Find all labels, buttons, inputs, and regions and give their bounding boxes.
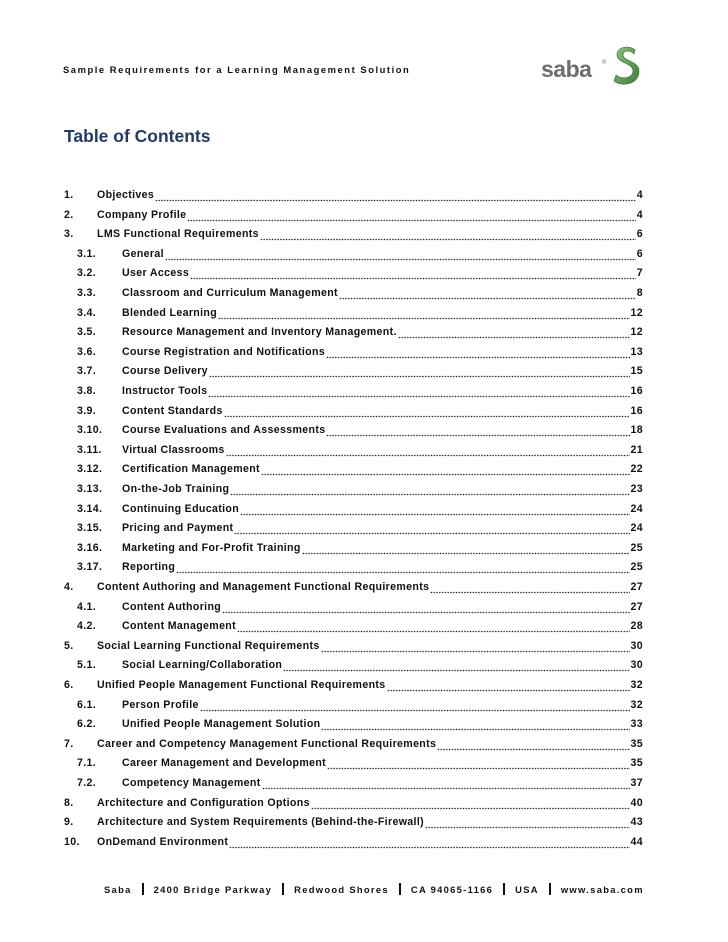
toc-entry[interactable] — [77, 421, 643, 437]
toc-entry-label: Resource Management and Inventory Management. — [122, 326, 397, 339]
toc-entry-page: 27 — [630, 600, 643, 613]
toc-leader-dots — [222, 601, 629, 614]
toc-entry[interactable] — [77, 323, 643, 339]
toc-entry-number: 3.10. — [77, 424, 103, 437]
registered-mark: ® — [602, 60, 607, 66]
footer-item: USA — [515, 883, 539, 895]
toc-entry-number: 3.3. — [77, 287, 97, 299]
toc-leader-dots — [224, 405, 630, 418]
toc-entry[interactable] — [77, 284, 643, 300]
toc-entry-label: Competency Management — [122, 777, 261, 789]
toc-entry[interactable] — [64, 794, 643, 810]
toc-entry-label: Course Delivery — [122, 365, 208, 378]
toc-entry-label: Content Authoring and Management Functional Requirements — [97, 581, 430, 593]
toc-entry-label: Architecture and Configuration Options — [97, 796, 310, 809]
toc-entry[interactable] — [77, 245, 643, 261]
toc-entry-number: 9. — [64, 816, 74, 829]
toc-leader-dots — [387, 679, 630, 692]
toc-leader-dots — [321, 640, 630, 653]
toc-entry-page: 22 — [630, 463, 643, 476]
toc-entry-page: 12 — [630, 306, 643, 319]
toc-entry-page: 8 — [636, 287, 643, 299]
toc-entry-page: 6 — [636, 228, 643, 241]
toc-entry-number: 3.1. — [77, 247, 97, 260]
toc-entry-number: 3.14. — [77, 502, 103, 515]
toc-entry-label: Blended Learning — [122, 306, 218, 319]
toc-entry-page: 43 — [630, 816, 643, 829]
document-title: Sample Requirements for a Learning Management Solution — [63, 64, 411, 75]
toc-entry-number: 3.17. — [77, 561, 103, 574]
toc-entry-number: 6. — [64, 679, 74, 691]
toc-leader-dots — [234, 522, 629, 535]
toc-entry-page: 16 — [630, 404, 643, 417]
saba-logo — [541, 52, 663, 92]
toc-entry-label: Content Standards — [122, 404, 223, 417]
toc-entry-number: 6.2. — [77, 718, 97, 731]
toc-entry[interactable] — [77, 460, 643, 476]
toc-entry-page: 35 — [630, 757, 643, 770]
toc-entry-page: 28 — [630, 620, 643, 633]
toc-entry-number: 3.13. — [77, 483, 103, 495]
toc-entry-label: Company Profile — [97, 208, 187, 221]
toc-entry-label: Instructor Tools — [122, 385, 208, 397]
toc-entry-page: 44 — [630, 835, 643, 848]
toc-leader-dots — [165, 248, 636, 261]
toc-entry-label: Course Evaluations and Assessments — [122, 424, 326, 437]
toc-entry-label: Reporting — [122, 561, 176, 574]
toc-entry[interactable] — [64, 578, 643, 594]
toc-entry-number: 3.6. — [77, 345, 97, 358]
toc-leader-dots — [230, 483, 629, 496]
toc-entry[interactable] — [77, 382, 643, 398]
toc-leader-dots — [190, 267, 636, 280]
toc-entry-number: 7. — [64, 737, 74, 750]
toc-leader-dots — [327, 757, 629, 770]
toc-entry-number: 3.7. — [77, 365, 97, 378]
toc-entry[interactable] — [77, 696, 643, 712]
footer-item: www.saba.com — [560, 883, 644, 895]
toc-entry-page: 4 — [636, 189, 643, 201]
toc-entry-page: 13 — [630, 345, 643, 358]
toc-entry[interactable] — [77, 480, 643, 496]
footer-separator — [399, 883, 401, 895]
toc-leader-dots — [176, 561, 629, 574]
toc-entry-label: Unified People Management Solution — [122, 718, 321, 731]
toc-leader-dots — [240, 503, 629, 516]
toc-entry-label: Person Profile — [122, 698, 199, 711]
toc-entry[interactable] — [77, 500, 643, 516]
toc-entry-label: Certification Management — [122, 463, 260, 476]
toc-leader-dots — [326, 346, 629, 359]
toc-entry-number: 1. — [64, 189, 74, 201]
toc-leader-dots — [261, 463, 630, 476]
toc-entry-number: 2. — [64, 208, 74, 221]
toc-entry-label: Objectives — [97, 189, 155, 201]
toc-entry-number: 3. — [64, 228, 74, 241]
toc-entry-number: 3.16. — [77, 541, 103, 554]
toc-entry-label: Content Management — [122, 620, 237, 633]
toc-entry[interactable] — [77, 304, 643, 320]
toc-entry-number: 3.11. — [77, 443, 102, 456]
toc-entry-number: 3.5. — [77, 326, 97, 339]
toc-entry-label: Marketing and For-Profit Training — [122, 541, 301, 554]
footer-separator — [503, 883, 505, 895]
toc-entry-label: Pricing and Payment — [122, 522, 234, 535]
toc-entry-label: Virtual Classrooms — [122, 443, 225, 456]
toc-entry-label: Classroom and Curriculum Management — [122, 287, 338, 299]
toc-entry[interactable] — [77, 715, 643, 731]
toc-entry[interactable] — [77, 343, 643, 359]
toc-entry-number: 6.1. — [77, 698, 97, 711]
toc-entry-page: 32 — [630, 698, 643, 711]
toc-entry[interactable] — [64, 637, 643, 653]
footer-separator — [142, 883, 144, 895]
page-header — [63, 52, 663, 92]
toc-entry-number: 3.15. — [77, 522, 103, 535]
footer-item: 2400 Bridge Parkway — [153, 883, 273, 895]
toc-entry-label: General — [122, 247, 164, 260]
toc-entry-number: 3.4. — [77, 306, 97, 319]
toc-entry-label: Architecture and System Requirements (Behind-the-Firewall) — [97, 816, 424, 829]
toc-entry[interactable] — [77, 656, 643, 672]
toc-entry-number: 3.8. — [77, 385, 97, 397]
footer-separator — [282, 883, 284, 895]
toc-entry-number: 10. — [64, 835, 80, 848]
toc-entry[interactable] — [77, 598, 643, 614]
toc-leader-dots — [229, 836, 629, 849]
toc-entry-number: 4.1. — [77, 600, 97, 613]
toc-entry-number: 5. — [64, 639, 74, 652]
toc-entry-page: 24 — [630, 502, 643, 515]
toc-heading: Table of Contents — [64, 126, 211, 146]
toc-entry[interactable] — [77, 519, 643, 535]
toc-leader-dots — [311, 797, 630, 810]
toc-entry-page: 16 — [630, 385, 643, 397]
toc-entry[interactable] — [77, 558, 643, 574]
toc-entry[interactable] — [77, 441, 643, 457]
toc-leader-dots — [237, 620, 630, 633]
toc-entry-label: Career Management and Development — [122, 757, 327, 770]
toc-entry[interactable] — [77, 539, 643, 555]
toc-entry-number: 8. — [64, 796, 74, 809]
toc-entry-label: OnDemand Environment — [97, 835, 229, 848]
page-footer — [104, 882, 644, 896]
toc-leader-dots — [208, 385, 629, 398]
toc-leader-dots — [260, 228, 636, 241]
toc-leader-dots — [262, 777, 630, 790]
toc-entry[interactable] — [64, 735, 643, 751]
toc-leader-dots — [200, 699, 630, 712]
toc-entry-number: 4.2. — [77, 620, 97, 633]
footer-item: Saba — [104, 883, 132, 895]
toc-entry-page: 25 — [630, 541, 643, 554]
footer-item: Redwood Shores — [294, 883, 389, 895]
footer-separator — [549, 883, 551, 895]
toc-entry-label: LMS Functional Requirements — [97, 228, 259, 241]
toc-leader-dots — [339, 287, 636, 300]
toc-entry-page: 15 — [630, 365, 643, 378]
toc-leader-dots — [209, 365, 630, 378]
toc-entry[interactable] — [64, 225, 643, 241]
toc-entry[interactable] — [77, 617, 643, 633]
toc-entry-page: 33 — [630, 718, 643, 731]
toc-entry-page: 27 — [630, 581, 643, 593]
toc-entry-page: 40 — [630, 796, 643, 809]
toc-entry-number: 5.1. — [77, 659, 97, 672]
saba-s-icon — [611, 44, 641, 86]
toc-entry-label: Unified People Management Functional Requirements — [97, 679, 386, 691]
footer-item: CA 94065-1166 — [410, 883, 494, 895]
toc-entry[interactable] — [77, 774, 643, 790]
toc-entry-page: 30 — [630, 659, 643, 672]
toc-entry[interactable] — [77, 362, 643, 378]
toc-leader-dots — [302, 542, 630, 555]
toc-entry[interactable] — [77, 402, 643, 418]
toc-entry-page: 35 — [630, 737, 643, 750]
toc-entry-label: On-the-Job Training — [122, 483, 230, 495]
toc-entry-page: 18 — [630, 424, 643, 437]
toc-leader-dots — [398, 326, 630, 339]
toc-leader-dots — [226, 444, 630, 457]
toc-entry-page: 21 — [630, 443, 643, 456]
toc-entry[interactable] — [77, 754, 643, 770]
toc-entry-label: Social Learning/Collaboration — [122, 659, 283, 672]
toc-leader-dots — [437, 738, 629, 751]
toc-entry-label: Continuing Education — [122, 502, 240, 515]
toc-leader-dots — [425, 816, 630, 829]
toc-entry-number: 3.2. — [77, 267, 97, 280]
logo-wordmark: saba — [541, 56, 592, 82]
toc-leader-dots — [321, 718, 629, 731]
toc-entry-label: User Access — [122, 267, 190, 280]
toc-leader-dots — [218, 307, 629, 320]
toc-leader-dots — [155, 189, 636, 202]
toc-entry-number: 3.9. — [77, 404, 97, 417]
toc-leader-dots — [430, 581, 629, 594]
toc-entry-page: 24 — [630, 522, 643, 535]
toc-entry-page: 25 — [630, 561, 643, 574]
toc-entry[interactable] — [64, 676, 643, 692]
toc-entry-label: Content Authoring — [122, 600, 222, 613]
toc-entry[interactable] — [77, 264, 643, 280]
toc-entry[interactable] — [64, 186, 643, 202]
toc-entry-page: 12 — [630, 326, 643, 339]
toc-entry-label: Career and Competency Management Functional Requirements — [97, 737, 437, 750]
toc-entry-page: 23 — [630, 483, 643, 495]
toc-entry-number: 7.2. — [77, 777, 97, 789]
toc-entry[interactable] — [64, 813, 643, 829]
toc-entry-number: 4. — [64, 581, 74, 593]
toc-entry-page: 4 — [636, 208, 643, 221]
toc-leader-dots — [326, 424, 629, 437]
toc-entry-number: 7.1. — [77, 757, 97, 770]
toc-entry-page: 32 — [630, 679, 643, 691]
toc-entry-page: 30 — [630, 639, 643, 652]
toc-entry-page: 37 — [630, 777, 643, 789]
toc-entry-page: 7 — [636, 267, 643, 280]
toc-entry-label: Social Learning Functional Requirements — [97, 639, 320, 652]
toc-entry[interactable] — [64, 206, 643, 222]
toc-leader-dots — [187, 209, 635, 222]
toc-entry-number: 3.12. — [77, 463, 103, 476]
toc-entry[interactable] — [64, 833, 643, 849]
toc-entry-page: 6 — [636, 247, 643, 260]
toc-entry-label: Course Registration and Notifications — [122, 345, 326, 358]
toc-leader-dots — [283, 659, 629, 672]
